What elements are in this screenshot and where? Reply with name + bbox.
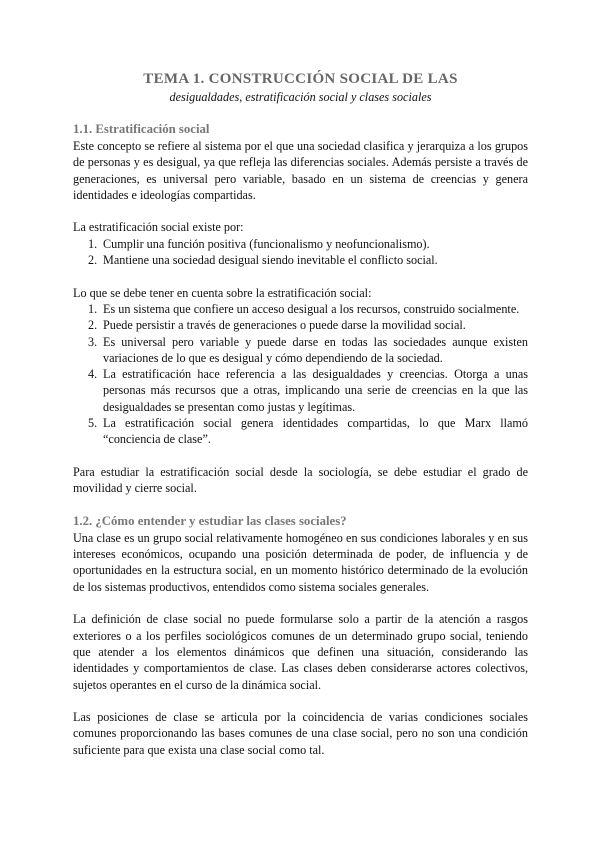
paragraph: La estratificación social existe por: (73, 220, 244, 235)
list-text: Puede persistir a través de generaciones o puede darse la movilidad social. (103, 318, 466, 333)
section-heading: 1.2. ¿Cómo entender y estudiar las clases sociales? (73, 513, 347, 528)
paragraph: Las posiciones de clase se articula por la coincidencia de varias condiciones sociales comunes proporcionando las bases comunes de una clase social, pero no son una condición suficiente para que exista una clase social como tal. (73, 710, 528, 757)
list-item (73, 317, 528, 333)
list-text: Cumplir una función positiva (funcionalismo y neofuncionalismo). (103, 236, 430, 251)
list-item (73, 334, 528, 367)
document-title: TEMA 1. CONSTRUCCIÓN SOCIAL DE LAS (143, 71, 458, 87)
list-text: Mantiene una sociedad desigual siendo inevitable el conflicto social. (103, 253, 438, 268)
list-item (73, 415, 528, 448)
list-text: La estratificación hace referencia a las desigualdades y creencias. Otorga a unas personas más recursos que a otras, implicando una serie de creencias en la que las desigualdades se presentan como justas y legítimas. (103, 367, 528, 414)
paragraph: La definición de clase social no puede formularse solo a partir de la atención a rasgos exteriores o a los perfiles sociológicos comunes de un determinado grupo social, teniendo que atender a los elementos dinámicos que definen una situación, considerando las identidades y comportamientos de clase. Las clases deben considerarse actores colectivos, sujetos operantes en el curso de la dinámica social. (73, 612, 528, 692)
section-heading: 1.1. Estratificación social (73, 122, 210, 136)
list-text: La estratificación social genera identidades compartidas, lo que Marx llamó “conciencia de clase”. (103, 416, 528, 447)
list-number: 1. (88, 301, 98, 316)
list-item (73, 252, 528, 268)
paragraph: Para estudiar la estratificación social desde la sociología, se debe estudiar el grado de movilidad y cierre social. (73, 464, 528, 496)
paragraph: Este concepto se refiere al sistema por el que una sociedad clasifica y jerarquiza a los grupos de personas y es desigual, ya que refleja las diferencias sociales. Además persiste a través de generaciones, es universal pero variable, basado en un sistema de creencias y genera identidades e ideologías compartidas. (73, 139, 528, 202)
list-number: 1. (88, 236, 98, 251)
list-item (73, 366, 528, 415)
list-item (73, 301, 528, 317)
list-text: Es un sistema que confiere un acceso desigual a los recursos, construido socialmente. (103, 301, 520, 316)
list-number: 2. (88, 253, 98, 268)
document-page (73, 70, 528, 758)
list-number: 3. (88, 334, 98, 349)
numbered-list (73, 301, 528, 448)
list-text: Es universal pero variable y puede darse en todas las sociedades aunque existen variaciones de lo que es desigual y cómo dependiendo de la sociedad. (103, 334, 528, 365)
paragraph: Una clase es un grupo social relativamente homogéneo en sus condiciones laborales y en sus intereses económicos, ocupando una posición determinada de poder, de influencia y de oportunidades en la estructura social, en un momento histórico determinado de la evolución de los sistemas productivos, entendidos como sistema sociales generales. (73, 530, 528, 594)
list-number: 5. (88, 416, 98, 431)
list-item (73, 236, 528, 252)
list-number: 2. (88, 318, 98, 333)
numbered-list (73, 236, 528, 269)
paragraph: Lo que se debe tener en cuenta sobre la estratificación social: (73, 285, 372, 300)
document-subtitle: desigualdades, estratificación social y clases sociales (169, 90, 432, 104)
list-number: 4. (88, 367, 98, 382)
